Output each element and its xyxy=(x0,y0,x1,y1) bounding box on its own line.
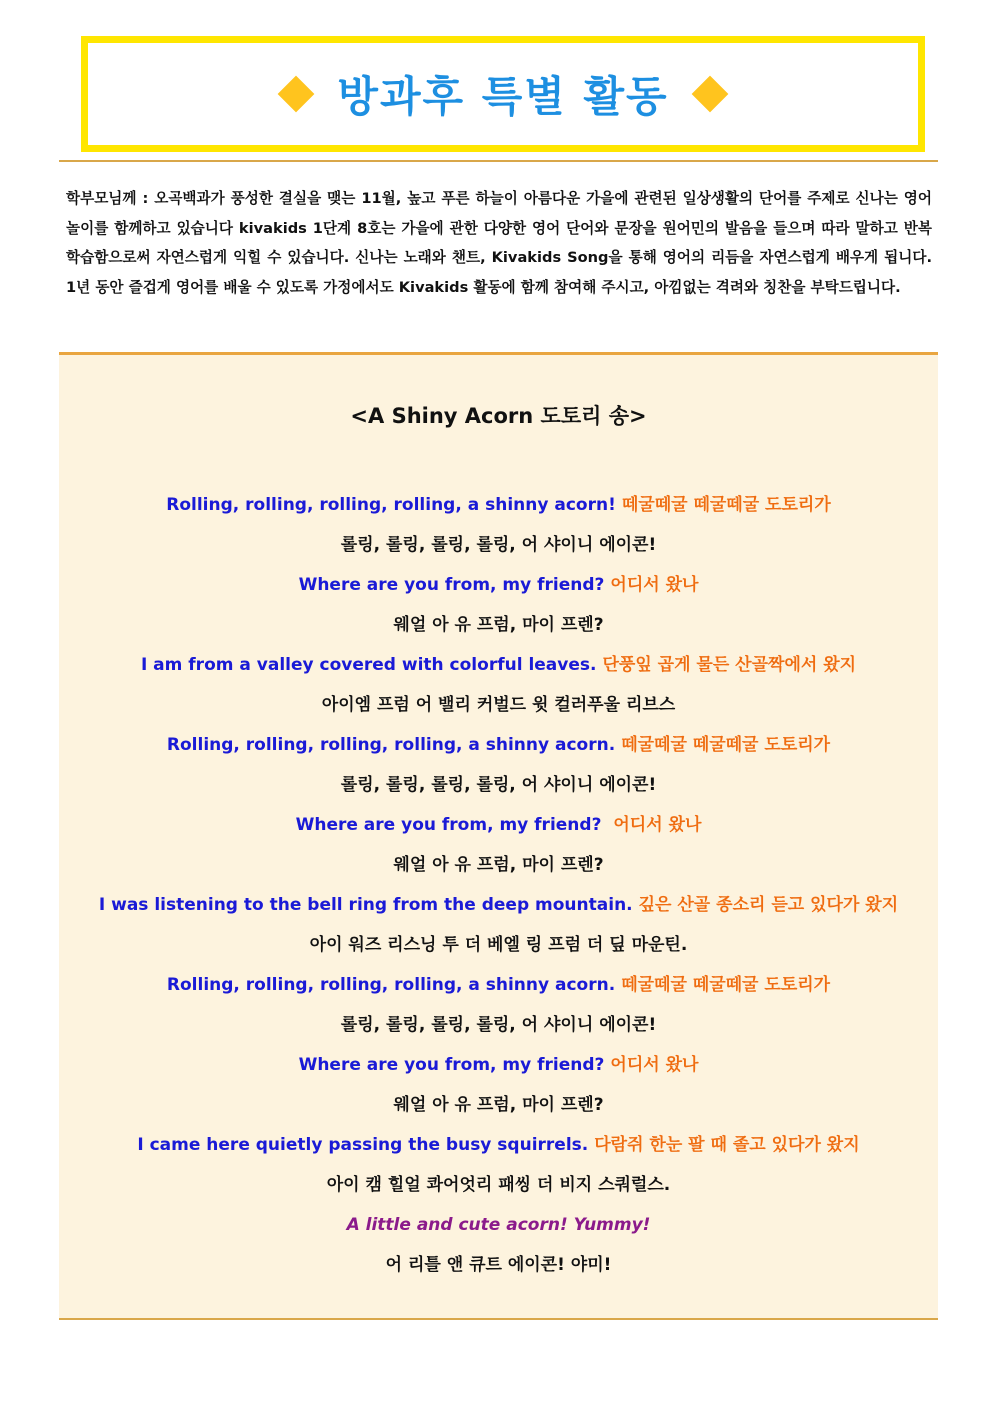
lyric-pronunciation: 롤링, 롤링, 롤링, 롤링, 어 샤이니 에이콘! xyxy=(340,535,657,555)
lyric-line xyxy=(59,565,938,605)
lyric-korean: 단풍잎 곱게 물든 산골짝에서 왔지 xyxy=(602,655,857,675)
lyric-english: I am from a valley covered with colorful leaves. xyxy=(140,655,597,675)
lyric-pronunciation: 롤링, 롤링, 롤링, 롤링, 어 샤이니 에이콘! xyxy=(340,775,657,795)
lyric-line xyxy=(59,645,938,685)
lyric-korean: 다람쥐 한눈 팔 때 졸고 있다가 왔지 xyxy=(594,1135,860,1155)
lyric-pronunciation: 어 리틀 앤 큐트 에이콘! 야미! xyxy=(385,1255,612,1275)
diamond-icon xyxy=(278,76,315,113)
lyric-english: I came here quietly passing the busy squirrels. xyxy=(137,1135,589,1155)
lyric-line xyxy=(59,485,938,525)
lyric-english: Where are you from, my friend? xyxy=(298,1055,605,1075)
lyric-pronunciation: 웨얼 아 유 프럼, 마이 프렌? xyxy=(393,855,604,875)
title-banner xyxy=(81,36,925,152)
lyric-line xyxy=(59,685,938,725)
lyric-line xyxy=(59,725,938,765)
lyric-pronunciation: 아이 워즈 리스닝 투 더 베엘 링 프럼 더 딮 마운틴. xyxy=(309,935,688,955)
lyric-line xyxy=(59,765,938,805)
lyric-english: Rolling, rolling, rolling, rolling, a shinny acorn. xyxy=(166,735,616,755)
lyric-english: Where are you from, my friend? xyxy=(298,575,605,595)
divider xyxy=(59,160,938,162)
diamond-icon xyxy=(691,76,728,113)
lyric-line xyxy=(59,1165,938,1205)
lyric-korean: 떼굴떼굴 떼굴떼굴 도토리가 xyxy=(621,495,831,515)
lyric-line xyxy=(59,1005,938,1045)
lyric-korean: 떼굴떼굴 떼굴떼굴 도토리가 xyxy=(621,975,831,995)
lyric-pronunciation: 웨얼 아 유 프럼, 마이 프렌? xyxy=(393,1095,604,1115)
lyric-line xyxy=(59,845,938,885)
lyric-english: Rolling, rolling, rolling, rolling, a shinny acorn. xyxy=(166,975,616,995)
page-title-text: 방과후 특별 활동 xyxy=(337,72,669,121)
lyric-korean: 깊은 산골 종소리 듣고 있다가 왔지 xyxy=(638,895,899,915)
song-title: <A Shiny Acorn 도토리 송> xyxy=(350,404,647,428)
lyric-korean: 어디서 왔나 xyxy=(607,815,702,835)
lyric-korean: 어디서 왔나 xyxy=(610,575,699,595)
lyric-line xyxy=(59,1085,938,1125)
song-section xyxy=(59,352,938,1320)
lyric-line xyxy=(59,1245,938,1285)
lyric-pronunciation: 아이 캠 힐얼 콰어엇리 패씽 더 비지 스쿼럴스. xyxy=(326,1175,671,1195)
lyric-korean: 떼굴떼굴 떼굴떼굴 도토리가 xyxy=(621,735,831,755)
lyric-line xyxy=(59,1045,938,1085)
lyric-line xyxy=(59,1205,938,1245)
lyric-english: Rolling, rolling, rolling, rolling, a shinny acorn! xyxy=(166,495,616,515)
lyric-line xyxy=(59,925,938,965)
lyric-english: Where are you from, my friend? xyxy=(295,815,602,835)
lyric-line xyxy=(59,525,938,565)
lyric-line xyxy=(59,885,938,925)
lyric-highlight: A little and cute acorn! Yummy! xyxy=(346,1215,651,1235)
lyric-english: I was listening to the bell ring from the deep mountain. xyxy=(98,895,633,915)
lyric-line xyxy=(59,965,938,1005)
song-lyrics xyxy=(59,485,938,1285)
lyric-pronunciation: 아이엠 프럼 어 밸리 커벌드 윗 컬러푸울 리브스 xyxy=(321,695,676,715)
parent-letter: 학부모님께 : 오곡백과가 풍성한 결실을 맺는 11월, 높고 푸른 하늘이 아름다운 가을에 관련된 일상생활의 단어를 주제로 신나는 영어 놀이를 함께하고 있습니다 kivakids 1단계 8호는 가을에 관한 다양한 영어 단어와 문장을 원어민의 발음을 들으며 따라 말하고 반복 학습함으로써 자연스럽게 익힐 수 있습니다. 신나는 노래와 챈트, Kivakids Song을 통해 영어의 리듬을 자연스럽게 배우게 됩니다. 1년 동안 즐겁게 영어를 배울 수 있도록 가정에서도 Kivakids 활동에 함께 참여해 주시고, 아낌없는 격려와 칭찬을 부탁드립니다. xyxy=(66,190,932,296)
lyric-pronunciation: 롤링, 롤링, 롤링, 롤링, 어 샤이니 에이콘! xyxy=(340,1015,657,1035)
page-title xyxy=(269,64,736,124)
lyric-line xyxy=(59,605,938,645)
lyric-pronunciation: 웨얼 아 유 프럼, 마이 프렌? xyxy=(393,615,604,635)
lyric-line xyxy=(59,1125,938,1165)
lyric-korean: 어디서 왔나 xyxy=(610,1055,699,1075)
lyric-line xyxy=(59,805,938,845)
